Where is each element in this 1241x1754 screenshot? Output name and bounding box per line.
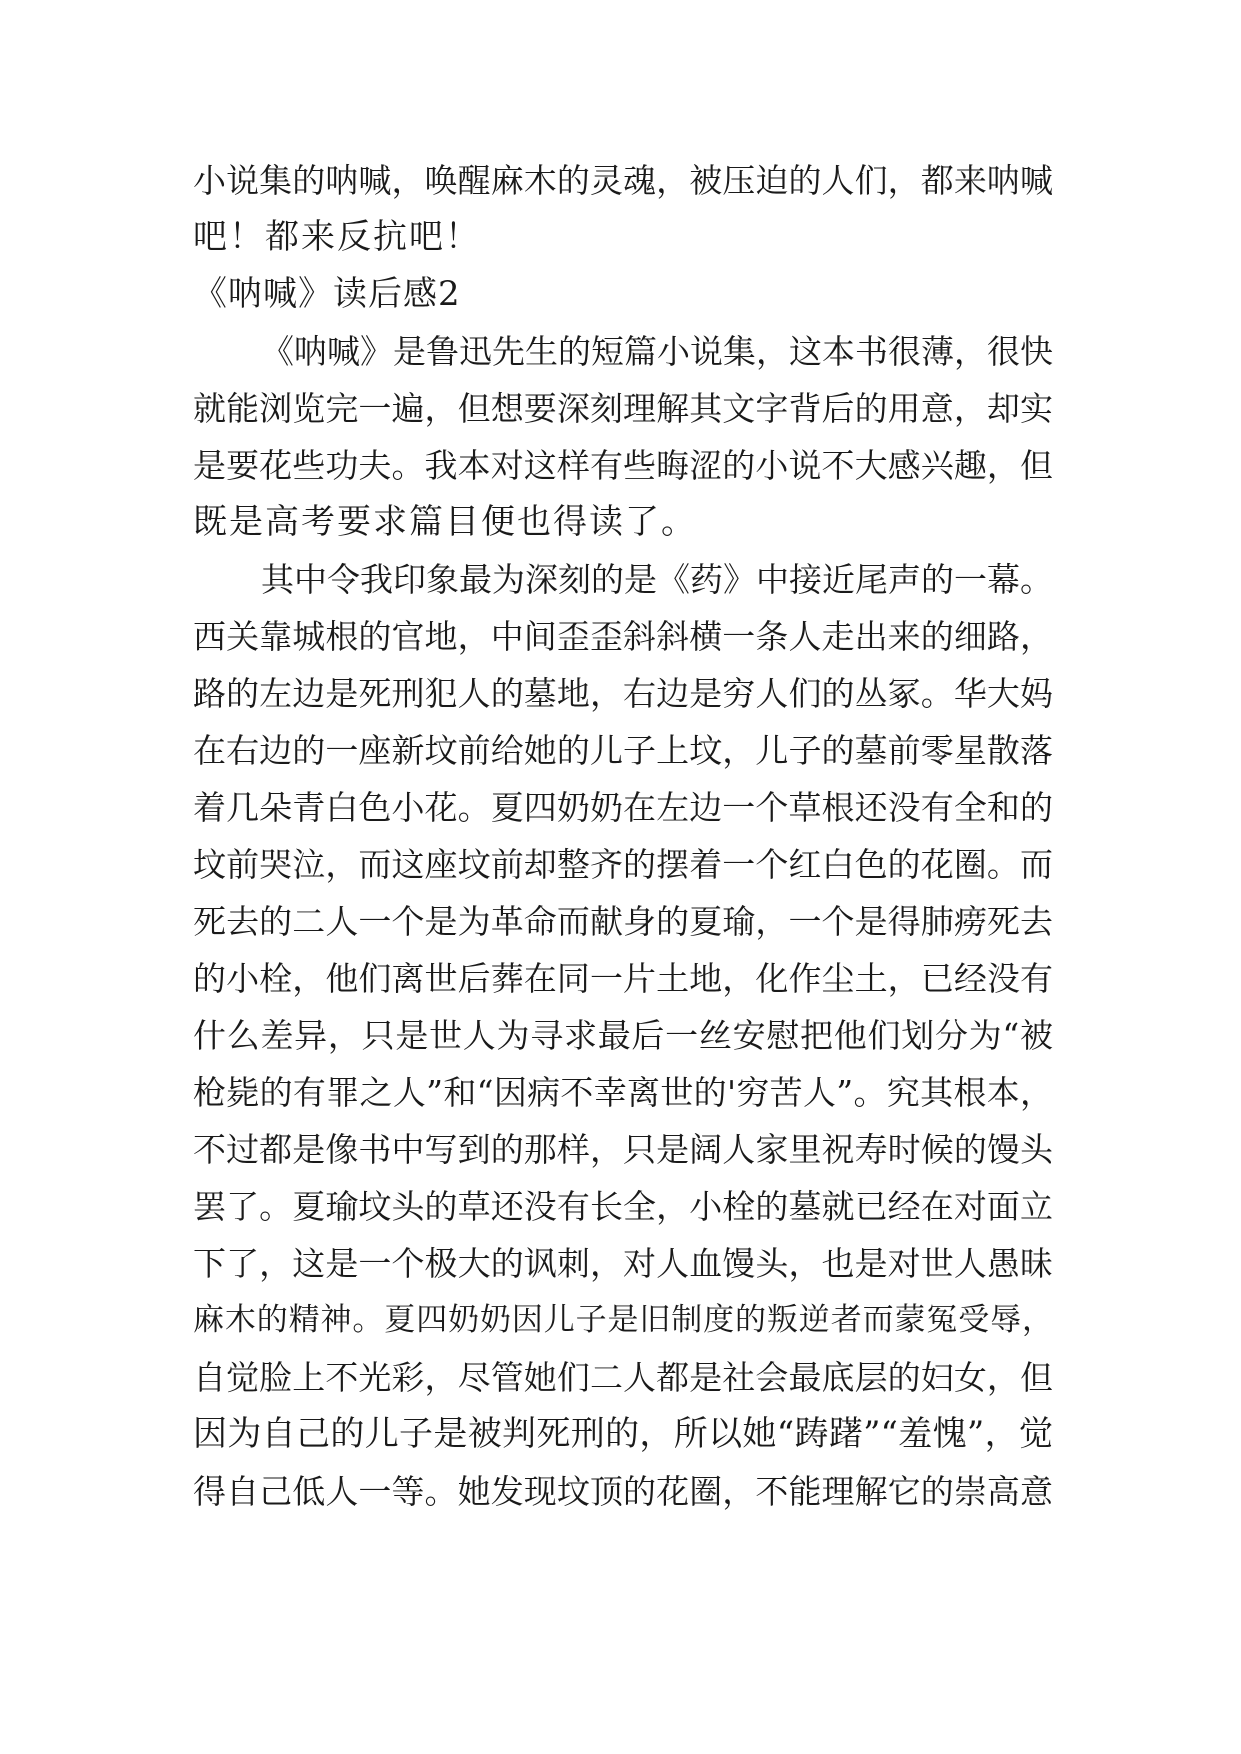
- text-line: 下了，这是一个极大的讽刺，对人血馒头，也是对世人愚昧: [193, 1244, 1053, 1283]
- text-line: 的小栓，他们离世后葬在同一片土地，化作尘土，已经没有: [193, 959, 1053, 998]
- text-line: 吧！都来反抗吧！: [193, 217, 481, 257]
- text-line: 什么差异，只是世人为寻求最后一丝安慰把他们划分为“被: [193, 1016, 1053, 1055]
- text-line: 西关靠城根的官地，中间歪歪斜斜横一条人走出来的细路，: [193, 617, 1053, 656]
- text-line: 因为自己的儿子是被判死刑的，所以她“踌躇”“羞愧”，觉: [193, 1414, 1053, 1454]
- text-line: 小说集的呐喊，唤醒麻木的灵魂，被压迫的人们，都来呐喊: [193, 161, 1053, 200]
- paragraph-intro: [193, 323, 1053, 551]
- text-line: 着几朵青白色小花。夏四奶奶在左边一个草根还没有全和的: [193, 788, 1053, 827]
- text-line: 枪毙的有罪之人”和“因病不幸离世的'穷苦人”。究其根本，: [193, 1073, 1053, 1112]
- text-line: 《呐喊》是鲁迅先生的短篇小说集，这本书很薄，很快: [261, 332, 1053, 371]
- text-line: 罢了。夏瑜坟头的草还没有长全，小栓的墓就已经在对面立: [193, 1187, 1053, 1226]
- document-page: [193, 152, 1053, 1520]
- text-line: 死去的二人一个是为革命而献身的夏瑜，一个是得肺痨死去: [193, 902, 1053, 941]
- text-line: 不过都是像书中写到的那样，只是阔人家里祝寿时候的馒头: [193, 1130, 1053, 1169]
- text-line: 得自己低人一等。她发现坟顶的花圈，不能理解它的崇高意: [193, 1472, 1053, 1511]
- text-line: 路的左边是死刑犯人的墓地，右边是穷人们的丛冢。华大妈: [193, 674, 1053, 713]
- text-line: 是要花些功夫。我本对这样有些晦涩的小说不大感兴趣，但: [193, 446, 1053, 485]
- text-line: 自觉脸上不光彩，尽管她们二人都是社会最底层的妇女，但: [193, 1358, 1053, 1397]
- paragraph-medicine: [193, 551, 1053, 1520]
- text-line: 其中令我印象最为深刻的是《药》中接近尾声的一幕。: [261, 560, 1053, 599]
- continuation-paragraph: [193, 152, 1053, 266]
- text-line: 麻木的精神。夏四奶奶因儿子是旧制度的叛逆者而蒙冤受辱，: [193, 1302, 1053, 1338]
- text-line: 就能浏览完一遍，但想要深刻理解其文字背后的用意，却实: [193, 389, 1053, 428]
- text-line: 既是高考要求篇目便也得读了。: [193, 502, 697, 542]
- text-line: 坟前哭泣，而这座坟前却整齐的摆着一个红白色的花圈。而: [193, 845, 1053, 884]
- text-line: 在右边的一座新坟前给她的儿子上坟，儿子的墓前零星散落: [193, 731, 1053, 770]
- section-title: 《呐喊》读后感2: [193, 274, 461, 314]
